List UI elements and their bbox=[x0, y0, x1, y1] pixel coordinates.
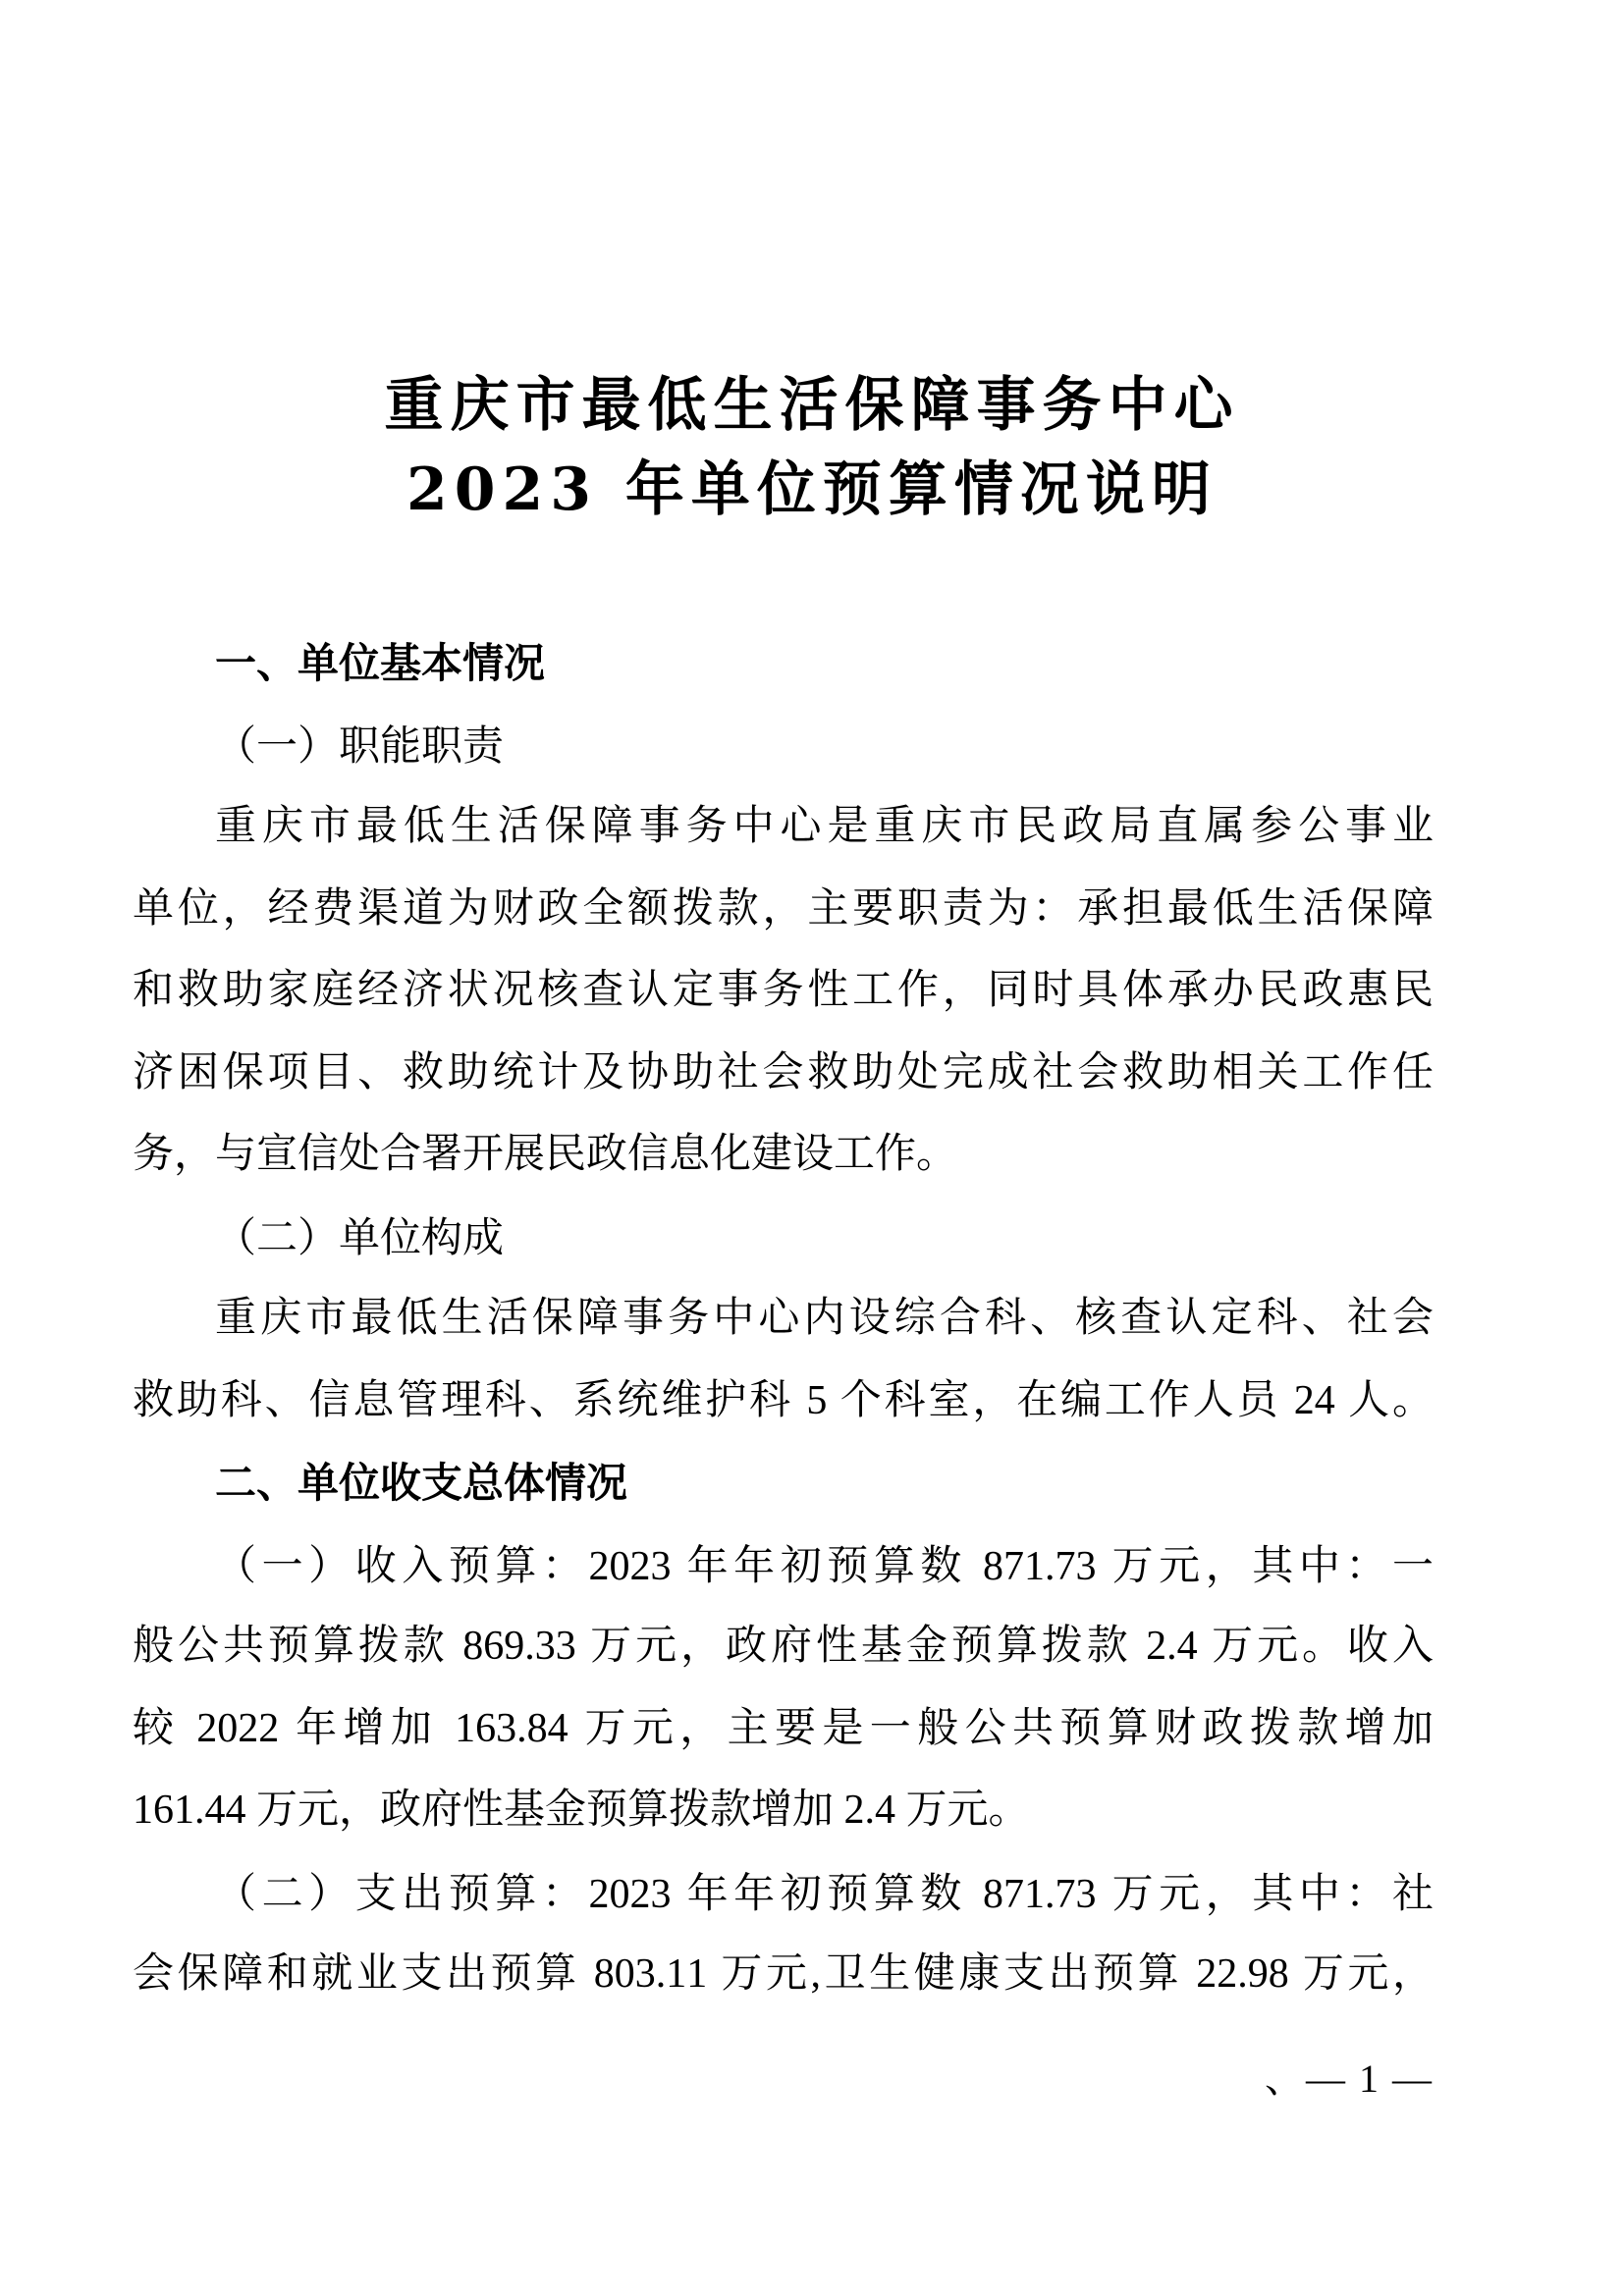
lead-in-label: （一）收入预算： bbox=[215, 1540, 589, 1589]
page-number: 、— 1 — bbox=[1265, 2056, 1434, 2101]
body-text-line: （二）支出预算：2023 年年初预算数 871.73 万元，其中：社 bbox=[215, 1868, 1434, 1917]
body-text-line: 务，与宣信处合署开展民政信息化建设工作。 bbox=[133, 1132, 958, 1177]
body-text-line: 161.44 万元，政府性基金预算拨款增加 2.4 万元。 bbox=[133, 1788, 1030, 1833]
document-title-line1: 重庆市最低生活保障事务中心 bbox=[384, 371, 1240, 440]
document-title bbox=[0, 363, 1624, 532]
section-heading: 二、单位收支总体情况 bbox=[215, 1460, 628, 1506]
body-text-line: （一）收入预算：2023 年年初预算数 871.73 万元，其中：一 bbox=[215, 1540, 1434, 1589]
body-text-line: 重庆市最低生活保障事务中心是重庆市民政局直属参公事业 bbox=[215, 804, 1434, 849]
section-heading: 一、单位基本情况 bbox=[215, 640, 546, 686]
body-text-line: 救助科、信息管理科、系统维护科 5 个科室，在编工作人员 24 人。 bbox=[133, 1377, 1434, 1423]
body-text-line: 较 2022 年增加 163.84 万元，主要是一般公共预算财政拨款增加 bbox=[133, 1705, 1434, 1751]
subsection-heading: （二）单位构成 bbox=[215, 1212, 505, 1261]
body-text-line: 单位，经费渠道为财政全额拨款，主要职责为：承担最低生活保障 bbox=[133, 885, 1434, 932]
subsection-heading: （一）职能职责 bbox=[215, 721, 505, 770]
document-body bbox=[133, 622, 1434, 2016]
body-text-line: 和救助家庭经济状况核查认定事务性工作，同时具体承办民政惠民 bbox=[133, 968, 1434, 1013]
body-text-line: 会保障和就业支出预算 803.11 万元,卫生健康支出预算 22.98 万元， bbox=[133, 1951, 1434, 1997]
body-text-line: 般公共预算拨款 869.33 万元，政府性基金预算拨款 2.4 万元。收入 bbox=[133, 1624, 1434, 1669]
document-title-line2: 2023 年单位预算情况说明 bbox=[406, 455, 1218, 524]
lead-in-label: （二）支出预算： bbox=[215, 1868, 589, 1917]
body-text-line: 济困保项目、救助统计及协助社会救助处完成社会救助相关工作任 bbox=[133, 1049, 1434, 1095]
body-text-line: 重庆市最低生活保障事务中心内设综合科、核查认定科、社会 bbox=[215, 1296, 1434, 1341]
